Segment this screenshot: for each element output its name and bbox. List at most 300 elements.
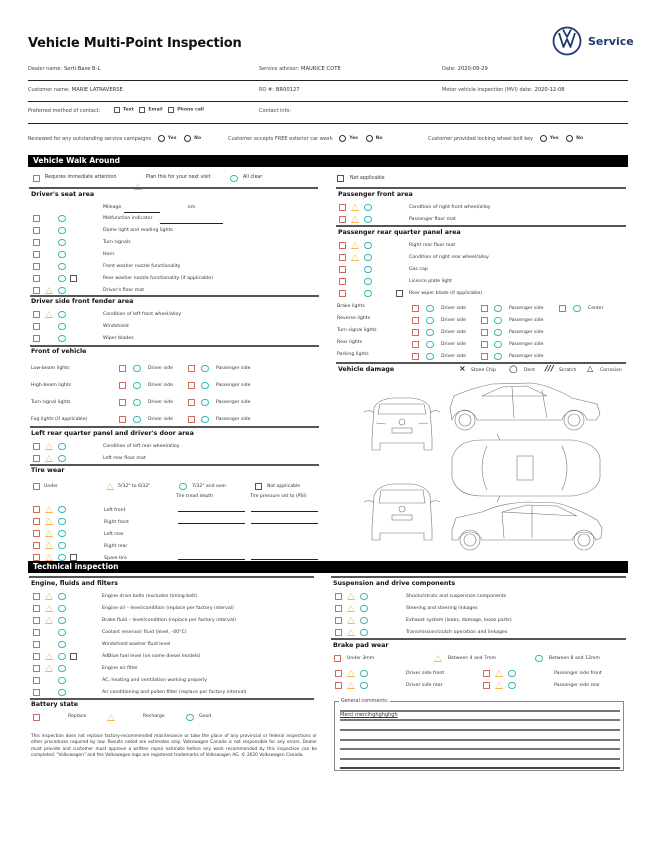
- dealer-label: Dealer name:: [28, 66, 62, 72]
- passenger-attention-checkbox[interactable]: [188, 365, 195, 372]
- inspection-item-label: Left front: [104, 508, 126, 513]
- customer-label: Customer name:: [28, 87, 70, 93]
- ro-label: RO #:: [259, 87, 274, 93]
- attention-checkbox[interactable]: [335, 617, 342, 624]
- campaigns-yes-radio[interactable]: [158, 135, 165, 142]
- section-divider: [30, 698, 314, 700]
- mid-wear-triangle-icon[interactable]: [106, 483, 114, 490]
- front-of-vehicle-title: Front of vehicle: [31, 348, 87, 355]
- inspection-item-label: Horn: [103, 252, 115, 257]
- driver-fender-area-title: Driver side front fender area: [31, 298, 134, 305]
- plan-checkbox[interactable]: [495, 670, 503, 677]
- inspection-item-label: AC, heating and ventilation working properly: [102, 678, 208, 683]
- not-applicable-label: Not applicable: [350, 175, 385, 181]
- attention-checkbox[interactable]: [33, 677, 40, 684]
- rear-view-car-icon: [364, 484, 440, 540]
- passenger-side-label: Passenger side: [509, 330, 544, 335]
- tread-depth-input[interactable]: [178, 511, 245, 512]
- passenger-clear-checkbox[interactable]: [201, 416, 209, 424]
- driver-attention-checkbox[interactable]: [412, 353, 419, 360]
- clear-checkbox[interactable]: [58, 323, 66, 331]
- attention-checkbox[interactable]: [483, 682, 490, 689]
- yes-label: Yes: [549, 136, 559, 141]
- scratch-icon: ///: [545, 364, 554, 373]
- plan-checkbox[interactable]: [45, 653, 53, 660]
- attention-checkbox[interactable]: [33, 629, 40, 636]
- tire-pressure-input[interactable]: [251, 523, 318, 524]
- passenger-clear-checkbox[interactable]: [201, 399, 209, 407]
- passenger-attention-checkbox[interactable]: [481, 329, 488, 336]
- customer-name-field[interactable]: [28, 87, 123, 93]
- clear-checkbox[interactable]: [360, 670, 368, 678]
- tire-not-applicable-label: Not applicable: [267, 484, 301, 489]
- attention-checkbox[interactable]: [33, 641, 40, 648]
- mileage-unit: km: [188, 205, 196, 210]
- passenger-attention-checkbox[interactable]: [481, 305, 488, 312]
- section-divider: [30, 464, 319, 466]
- mileage-input[interactable]: [124, 212, 160, 213]
- contact-info-label: Contact info:: [259, 108, 292, 114]
- driver-attention-checkbox[interactable]: [412, 329, 419, 336]
- text-option-label: Text: [123, 107, 134, 113]
- vw-logo-icon: [552, 26, 582, 56]
- clear-checkbox[interactable]: [360, 617, 368, 625]
- attention-checkbox[interactable]: [339, 216, 346, 223]
- attention-checkbox[interactable]: [339, 290, 346, 297]
- inspection-item-label: Passenger side rear: [554, 683, 601, 688]
- clear-checkbox[interactable]: [58, 554, 66, 562]
- battery-replace-label: Replace: [68, 714, 87, 719]
- inspection-item-label: Turn signal lights: [31, 400, 71, 405]
- engine-fluids-title: Engine, fluids and filters: [31, 580, 118, 587]
- battery-recharge-checkbox[interactable]: [107, 714, 115, 721]
- mvi-date-field[interactable]: [442, 87, 565, 93]
- inspection-item-label: Front washer nozzle functionality: [103, 264, 181, 269]
- passenger-side-label: Passenger side: [216, 383, 251, 388]
- question-car-wash: [228, 135, 383, 142]
- inspection-item-label: Brake lights: [337, 304, 365, 309]
- stone-chip-icon: ×: [459, 364, 466, 373]
- passenger-attention-checkbox[interactable]: [481, 353, 488, 360]
- date-field[interactable]: [442, 66, 488, 72]
- battery-good-checkbox[interactable]: [186, 714, 194, 722]
- inspection-item-label: AdBlue fuel level (on some diesel models): [102, 654, 201, 659]
- text-checkbox[interactable]: [114, 107, 120, 113]
- clear-checkbox[interactable]: [58, 677, 66, 685]
- plan-checkbox[interactable]: [347, 617, 355, 624]
- clear-circle-icon: [230, 175, 238, 183]
- clear-checkbox[interactable]: [508, 682, 516, 690]
- plan-checkbox[interactable]: [45, 530, 53, 537]
- attention-checkbox[interactable]: [33, 653, 40, 660]
- tread-depth-input[interactable]: [178, 559, 245, 560]
- clear-checkbox[interactable]: [58, 665, 66, 673]
- plan-checkbox[interactable]: [45, 554, 53, 561]
- passenger-side-label: Passenger side: [216, 366, 251, 371]
- inspection-item-label: Licence plate light: [409, 279, 453, 284]
- passenger-clear-checkbox[interactable]: [494, 341, 502, 349]
- tread-depth-header: Tire tread depth: [176, 494, 213, 499]
- attention-checkbox[interactable]: [33, 554, 40, 561]
- passenger-side-label: Passenger side: [216, 417, 251, 422]
- passenger-clear-checkbox[interactable]: [201, 365, 209, 373]
- attention-checkbox[interactable]: [33, 335, 40, 342]
- divider: [28, 80, 628, 81]
- under-checkbox[interactable]: [33, 483, 40, 490]
- attention-checkbox[interactable]: [33, 323, 40, 330]
- not-applicable-checkbox[interactable]: [337, 175, 344, 182]
- clear-checkbox[interactable]: [364, 254, 372, 262]
- plan-checkbox[interactable]: [45, 311, 53, 318]
- inspection-item-label: Shocks/struts and suspension components: [406, 594, 507, 599]
- plan-checkbox[interactable]: [45, 593, 53, 600]
- attention-checkbox[interactable]: [339, 242, 346, 249]
- inspection-item-label: Rear lights: [337, 340, 363, 345]
- passenger-clear-checkbox[interactable]: [494, 305, 502, 313]
- technical-inspection-header: Technical inspection: [28, 561, 628, 573]
- driver-side-label: Driver side: [441, 342, 467, 347]
- attention-checkbox[interactable]: [483, 670, 490, 677]
- clear-checkbox[interactable]: [364, 266, 372, 274]
- clear-checkbox[interactable]: [360, 682, 368, 690]
- clear-checkbox[interactable]: [58, 605, 66, 613]
- side-view-car-icon: [452, 502, 602, 550]
- driver-attention-checkbox[interactable]: [412, 305, 419, 312]
- dent-icon: ○: [509, 364, 518, 375]
- clear-checkbox[interactable]: [58, 641, 66, 649]
- attention-checkbox[interactable]: [335, 629, 342, 636]
- battery-replace-checkbox[interactable]: [33, 714, 40, 721]
- passenger-side-label: Passenger side: [509, 354, 544, 359]
- locking-bolt-yes-radio[interactable]: [540, 135, 547, 142]
- driver-attention-checkbox[interactable]: [412, 341, 419, 348]
- legend-clear: All clear: [243, 175, 263, 180]
- clear-checkbox[interactable]: [58, 239, 66, 247]
- driver-side-label: Driver side: [441, 330, 467, 335]
- passenger-attention-checkbox[interactable]: [188, 416, 195, 423]
- inspection-item-label: Dome light and reading lights: [103, 228, 173, 233]
- section-divider: [336, 225, 626, 227]
- inspection-item-label: Engine oil – level/condition (replace per factory interval): [102, 606, 234, 611]
- driver-clear-checkbox[interactable]: [133, 416, 141, 424]
- attention-checkbox[interactable]: [33, 251, 40, 258]
- driver-clear-checkbox[interactable]: [426, 329, 434, 337]
- driver-clear-checkbox[interactable]: [133, 365, 141, 373]
- attention-checkbox[interactable]: [33, 227, 40, 234]
- attention-checkbox[interactable]: [33, 506, 40, 513]
- damage-legend-label: Corrosion: [600, 368, 622, 373]
- clear-checkbox[interactable]: [58, 653, 66, 661]
- inspection-item-label: Condition of right front wheel/alloy: [409, 205, 491, 210]
- vehicle-damage-diagram[interactable]: [352, 378, 617, 558]
- dealer-name-field[interactable]: [28, 66, 100, 72]
- tire-pressure-input[interactable]: [251, 511, 318, 512]
- clear-checkbox[interactable]: [58, 629, 66, 637]
- clear-checkbox[interactable]: [58, 251, 66, 259]
- clear-checkbox[interactable]: [58, 455, 66, 463]
- inspection-item-label: Rear washer nozzle functionality (if applicable): [103, 276, 213, 281]
- clear-checkbox[interactable]: [58, 215, 66, 223]
- inspection-item-label: Passenger floor mat: [409, 217, 456, 222]
- inspection-item-label: Wiper blades: [103, 336, 134, 341]
- section-divider: [336, 187, 626, 189]
- inspection-item-label: Steering and steering linkages: [406, 606, 478, 611]
- plan-checkbox[interactable]: [45, 455, 53, 462]
- campaigns-no-radio[interactable]: [184, 135, 191, 142]
- inspection-item-label: Engine air filter: [102, 666, 139, 671]
- inspection-item-label: Turn signals: [103, 240, 131, 245]
- driver-attention-checkbox[interactable]: [412, 317, 419, 324]
- tread-depth-input[interactable]: [178, 523, 245, 524]
- attention-checkbox[interactable]: [335, 605, 342, 612]
- driver-side-label: Driver side: [441, 306, 467, 311]
- driver-side-label: Driver side: [148, 417, 174, 422]
- section-divider: [29, 187, 318, 189]
- damage-legend-label: Scratch: [559, 368, 577, 373]
- clear-checkbox[interactable]: [58, 227, 66, 235]
- driver-attention-checkbox[interactable]: [119, 416, 126, 423]
- mvi-value: 2020-12-08: [534, 87, 565, 93]
- attention-checkbox[interactable]: [339, 278, 346, 285]
- clear-checkbox[interactable]: [58, 263, 66, 271]
- attention-checkbox[interactable]: [33, 605, 40, 612]
- plan-checkbox[interactable]: [45, 617, 53, 624]
- brake-pad-wear-title: Brake pad wear: [333, 642, 389, 649]
- passenger-clear-checkbox[interactable]: [201, 382, 209, 390]
- passenger-attention-checkbox[interactable]: [188, 399, 195, 406]
- driver-attention-checkbox[interactable]: [119, 382, 126, 389]
- dealer-value: Serti-Base B-L: [63, 66, 101, 72]
- plan-checkbox[interactable]: [347, 682, 355, 689]
- clear-checkbox[interactable]: [58, 506, 66, 514]
- inspection-item-label: Condition of left rear wheel/alloy: [103, 444, 180, 449]
- passenger-attention-checkbox[interactable]: [188, 382, 195, 389]
- passenger-attention-checkbox[interactable]: [481, 341, 488, 348]
- attention-checkbox[interactable]: [33, 443, 40, 450]
- passenger-clear-checkbox[interactable]: [494, 317, 502, 325]
- disclaimer-text: This inspection does not replace factory-recommended maintenance or take the place of any provincial or federal inspections or other procedures required by law. Results noted are estimates only. Volkswagen Canada is not responsible for any errors. Dealer must provide and customer must approve a written repair estimate before any work recommended by this inspection can be completed. "Volkswagen" and the Volkswagen logo are registered trademarks of Volkswagen AG. © 2020 Volkswagen Canada.: [31, 734, 317, 758]
- clear-checkbox[interactable]: [58, 689, 66, 697]
- mvi-label: Motor vehicle inspection (MVI) date:: [442, 87, 533, 93]
- vehicle-damage-title: Vehicle damage: [338, 366, 395, 373]
- plan-checkbox[interactable]: [351, 216, 359, 223]
- attention-checkbox[interactable]: [33, 617, 40, 624]
- malfunction-indicator-input[interactable]: [160, 223, 223, 224]
- attention-checkbox[interactable]: [339, 266, 346, 273]
- divider: [28, 101, 628, 102]
- inspection-item-label: Right front: [104, 520, 129, 525]
- not-applicable-checkbox[interactable]: [70, 275, 77, 282]
- plan-checkbox[interactable]: [347, 670, 355, 677]
- inspection-item-label: Driver side front: [406, 671, 445, 676]
- inspection-item-label: Spare tire: [104, 556, 127, 561]
- divider: [28, 123, 628, 124]
- top-view-car-icon: [452, 434, 600, 502]
- under-label: Under: [44, 484, 58, 489]
- clear-checkbox[interactable]: [364, 216, 372, 224]
- clear-checkbox[interactable]: [58, 443, 66, 451]
- attention-checkbox[interactable]: [339, 204, 346, 211]
- attention-checkbox[interactable]: [33, 665, 40, 672]
- comment-line: [340, 748, 620, 750]
- passenger-clear-checkbox[interactable]: [494, 329, 502, 337]
- clear-checkbox[interactable]: [58, 311, 66, 319]
- comments-text[interactable]: Merci mercihghghghgh: [340, 712, 398, 718]
- passenger-side-label: Passenger side: [509, 318, 544, 323]
- inspection-item-label: Turn signal lights: [337, 328, 377, 333]
- attention-checkbox[interactable]: [33, 530, 40, 537]
- drivers-seat-area-title: Driver's seat area: [31, 191, 95, 198]
- clear-checkbox[interactable]: [364, 242, 372, 250]
- clear-checkbox[interactable]: [58, 275, 66, 283]
- service-advisor-field[interactable]: [259, 66, 341, 72]
- plan-checkbox[interactable]: [351, 204, 359, 211]
- comment-line: [340, 729, 620, 731]
- inspection-item-label: Windshield: [103, 324, 129, 329]
- between-4-7mm-checkbox[interactable]: [434, 655, 442, 662]
- plan-checkbox[interactable]: [347, 605, 355, 612]
- clear-checkbox[interactable]: [360, 605, 368, 613]
- plan-checkbox[interactable]: [351, 254, 359, 261]
- attention-checkbox[interactable]: [33, 455, 40, 462]
- clear-checkbox[interactable]: [364, 278, 372, 286]
- no-label: No: [576, 136, 584, 141]
- phone-call-checkbox[interactable]: [168, 107, 174, 113]
- driver-clear-checkbox[interactable]: [133, 399, 141, 407]
- between-8-12mm-checkbox[interactable]: [535, 655, 543, 663]
- driver-attention-checkbox[interactable]: [119, 365, 126, 372]
- between-4-7mm-label: Between 4 and 7mm: [448, 656, 496, 661]
- plan-checkbox[interactable]: [351, 242, 359, 249]
- attention-checkbox[interactable]: [33, 542, 40, 549]
- clear-checkbox[interactable]: [364, 290, 372, 298]
- inspection-item-label: Low-beam lights: [31, 366, 70, 371]
- driver-clear-checkbox[interactable]: [133, 382, 141, 390]
- not-applicable-checkbox[interactable]: [396, 290, 403, 297]
- driver-attention-checkbox[interactable]: [119, 399, 126, 406]
- contact-method-label: Preferred method of contact:: [28, 108, 101, 114]
- email-checkbox[interactable]: [139, 107, 145, 113]
- clear-checkbox[interactable]: [508, 670, 516, 678]
- clear-checkbox[interactable]: [58, 287, 66, 295]
- inspection-item-label: Brake fluid – level/condition (replace per factory interval): [102, 618, 236, 623]
- plan-checkbox[interactable]: [45, 506, 53, 513]
- section-divider: [30, 295, 319, 297]
- general-comments-box[interactable]: [334, 701, 624, 771]
- clear-checkbox[interactable]: [360, 629, 368, 637]
- attention-checkbox[interactable]: [335, 593, 342, 600]
- clear-checkbox[interactable]: [364, 204, 372, 212]
- passenger-front-area-title: Passenger front area: [338, 191, 413, 198]
- plan-checkbox[interactable]: [347, 593, 355, 600]
- plan-checkbox[interactable]: [45, 518, 53, 525]
- car-wash-no-radio[interactable]: [366, 135, 373, 142]
- clear-checkbox[interactable]: [58, 530, 66, 538]
- clear-checkbox[interactable]: [58, 617, 66, 625]
- car-wash-yes-radio[interactable]: [339, 135, 346, 142]
- legend-plan: Plan this for your next visit: [146, 175, 211, 180]
- clear-checkbox[interactable]: [58, 542, 66, 550]
- over-wear-circle-icon[interactable]: [179, 483, 187, 491]
- attention-checkbox[interactable]: [33, 287, 40, 294]
- plan-checkbox[interactable]: [45, 443, 53, 450]
- yes-label: Yes: [349, 136, 358, 141]
- driver-side-label: Driver side: [148, 400, 174, 405]
- comment-line: [340, 739, 620, 741]
- plan-checkbox[interactable]: [347, 629, 355, 636]
- ro-number-field[interactable]: [259, 87, 300, 93]
- plan-checkbox[interactable]: [45, 287, 53, 294]
- damage-legend-label: Dent: [524, 368, 536, 373]
- center-attention-checkbox[interactable]: [559, 305, 566, 312]
- plan-checkbox[interactable]: [495, 682, 503, 689]
- clear-checkbox[interactable]: [58, 518, 66, 526]
- attention-checkbox[interactable]: [33, 215, 40, 222]
- attention-checkbox[interactable]: [33, 311, 40, 318]
- attention-checkbox[interactable]: [33, 593, 40, 600]
- inspection-item-label: Left rear: [104, 532, 124, 537]
- clear-checkbox[interactable]: [58, 593, 66, 601]
- driver-clear-checkbox[interactable]: [426, 341, 434, 349]
- attention-checkbox[interactable]: [335, 682, 342, 689]
- date-value: 2020-09-29: [457, 66, 488, 72]
- center-clear-checkbox[interactable]: [573, 305, 581, 313]
- not-applicable-checkbox[interactable]: [70, 653, 77, 660]
- plan-checkbox[interactable]: [45, 605, 53, 612]
- passenger-rear-quarter-title: Passenger rear quarter panel area: [338, 229, 461, 236]
- clear-checkbox[interactable]: [58, 335, 66, 343]
- plan-checkbox[interactable]: [45, 542, 53, 549]
- attention-checkbox[interactable]: [33, 518, 40, 525]
- attention-checkbox[interactable]: [339, 254, 346, 261]
- under-3mm-checkbox[interactable]: [334, 655, 341, 662]
- inspection-item-label: Mileage: [103, 205, 122, 210]
- driver-clear-checkbox[interactable]: [426, 305, 434, 313]
- attention-checkbox[interactable]: [335, 670, 342, 677]
- tire-not-applicable-checkbox[interactable]: [255, 483, 262, 490]
- comment-line: [340, 719, 620, 721]
- attention-checkbox[interactable]: [33, 689, 40, 696]
- inspection-item-label: High-beam lights: [31, 383, 72, 388]
- center-label: Center: [588, 306, 604, 311]
- locking-bolt-no-radio[interactable]: [566, 135, 573, 142]
- walk-around-header: Vehicle Walk Around: [28, 155, 628, 167]
- legend-attention: Requires immediate attention: [45, 175, 117, 180]
- passenger-attention-checkbox[interactable]: [481, 317, 488, 324]
- inspection-item-label: Condition of right rear wheel/alloy: [409, 255, 489, 260]
- driver-clear-checkbox[interactable]: [426, 317, 434, 325]
- section-divider: [30, 426, 319, 428]
- attention-checkbox[interactable]: [33, 263, 40, 270]
- plan-checkbox[interactable]: [45, 665, 53, 672]
- passenger-clear-checkbox[interactable]: [494, 353, 502, 361]
- clear-checkbox[interactable]: [360, 593, 368, 601]
- inspection-item-label: Driver's floor mat: [103, 288, 145, 293]
- driver-clear-checkbox[interactable]: [426, 353, 434, 361]
- yes-label: Yes: [167, 136, 177, 141]
- section-divider: [331, 576, 626, 578]
- attention-checkbox[interactable]: [33, 239, 40, 246]
- inspection-item-label: Coolant reservoir fluid (level, -40°C): [102, 630, 187, 635]
- attention-checkbox[interactable]: [33, 275, 40, 282]
- driver-side-label: Driver side: [441, 318, 467, 323]
- customer-value: MARIE LATRAVERSE: [71, 87, 123, 93]
- battery-good-label: Good: [199, 714, 212, 719]
- tire-pressure-input[interactable]: [251, 559, 318, 560]
- not-applicable-checkbox[interactable]: [70, 554, 77, 561]
- mid-wear-label: 5/32" to 6/32": [118, 484, 151, 489]
- advisor-label: Service advisor:: [259, 66, 299, 72]
